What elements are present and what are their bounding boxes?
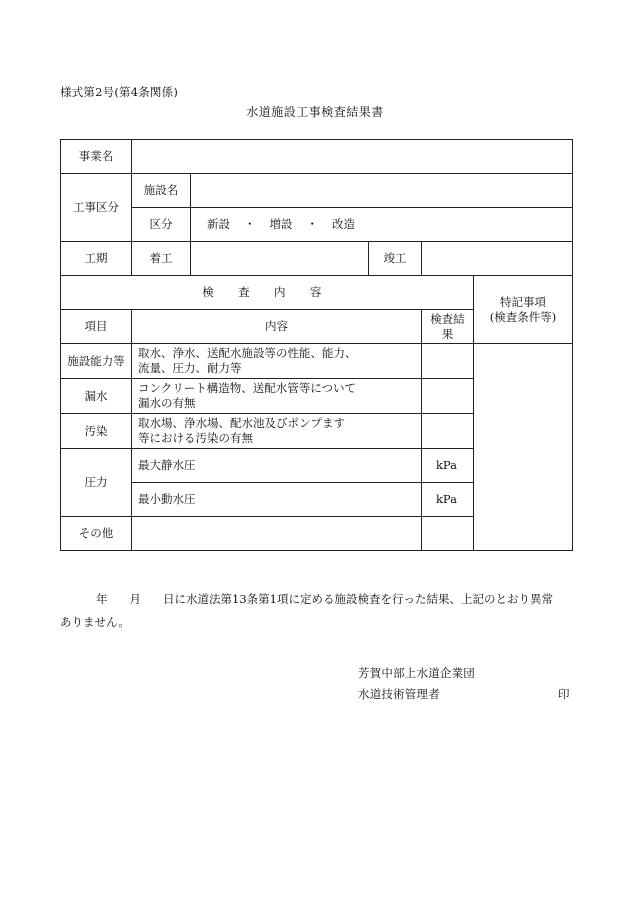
declaration-body: 日に水道法第13条第1項に定める施設検査を行った結果、上記のとおり異常 [163,592,553,606]
project-name-row [61,140,573,174]
start-label: 着工 [132,242,191,276]
min-dynamic-pressure-field[interactable] [422,483,474,517]
category-row [61,208,573,242]
row-item-facility-capacity: 施設能力等 [61,344,132,379]
row-content-line: 漏水の有無 [138,396,196,410]
category-separator: ・ [244,217,256,231]
min-dynamic-pressure-label: 最小動水圧 [132,483,422,517]
max-static-pressure-field[interactable] [422,449,474,483]
pressure-unit: kPa [435,458,457,472]
seal-mark: 印 [558,687,570,701]
category-option-modification[interactable]: 改造 [332,217,355,231]
row-item-pressure: 圧力 [61,449,132,517]
category-label: 区分 [132,208,191,242]
period-label: 工期 [61,242,132,276]
row-content-line: 等における汚染の有無 [138,431,253,445]
form-number: 様式第2号(第4条関係) [60,85,179,99]
other-content-field[interactable] [132,517,422,551]
special-notes-header [474,276,573,344]
completion-date-field[interactable] [422,242,573,276]
inspection-content-header: 検 査 内 容 [61,276,474,310]
work-category-label: 工事区分 [61,174,132,242]
row-item-leakage: 漏水 [61,379,132,414]
inspection-form-table [60,139,573,551]
facility-name-label: 施設名 [132,174,191,208]
column-item-header: 項目 [61,310,132,344]
column-content-header: 内容 [132,310,422,344]
project-name-label: 事業名 [61,140,132,174]
document-title: 水道施設工事検査結果書 [246,105,384,119]
facility-name-field[interactable] [191,174,573,208]
declaration-closing: ありません。 [60,615,130,629]
declaration-year: 年 [96,592,108,606]
project-name-field[interactable] [132,140,573,174]
category-option-new[interactable]: 新設 [207,217,230,231]
row-content-line: コンクリート構造物、送配水管等について [138,381,357,395]
inspection-header-row [61,276,573,310]
column-result-header: 検査結果 [422,310,474,344]
result-field-contamination[interactable] [422,414,474,449]
max-static-pressure-label: 最大静水圧 [132,449,422,483]
row-item-contamination: 汚染 [61,414,132,449]
category-options [191,208,573,242]
start-date-field[interactable] [191,242,369,276]
category-option-expansion[interactable]: 増設 [269,217,293,231]
table-row [61,344,573,379]
period-row [61,242,573,276]
result-field-leakage[interactable] [422,379,474,414]
manager-title: 水道技術管理者 [358,687,440,701]
category-separator: ・ [306,217,318,231]
row-content-line: 取水、浄水、送配水施設等の性能、能力、 [138,346,357,360]
result-field-other[interactable] [422,517,474,551]
row-content-line: 取水場、浄水場、配水池及びポンプます [138,416,345,430]
declaration-text [60,588,572,634]
result-field-facility-capacity[interactable] [422,344,474,379]
completion-label: 竣工 [369,242,422,276]
declaration-month: 月 [129,592,141,606]
row-content-line: 流量、圧力、耐力等 [138,361,242,375]
pressure-unit: kPa [435,492,457,506]
row-content [132,344,422,379]
row-content [132,414,422,449]
special-notes-field[interactable] [474,344,573,551]
organization-name: 芳賀中部上水道企業団 [358,666,475,680]
special-notes-subtitle: (検査条件等) [489,309,557,324]
row-content [132,379,422,414]
facility-name-row [61,174,573,208]
special-notes-title: 特記事項 [500,294,547,309]
row-item-other: その他 [61,517,132,551]
